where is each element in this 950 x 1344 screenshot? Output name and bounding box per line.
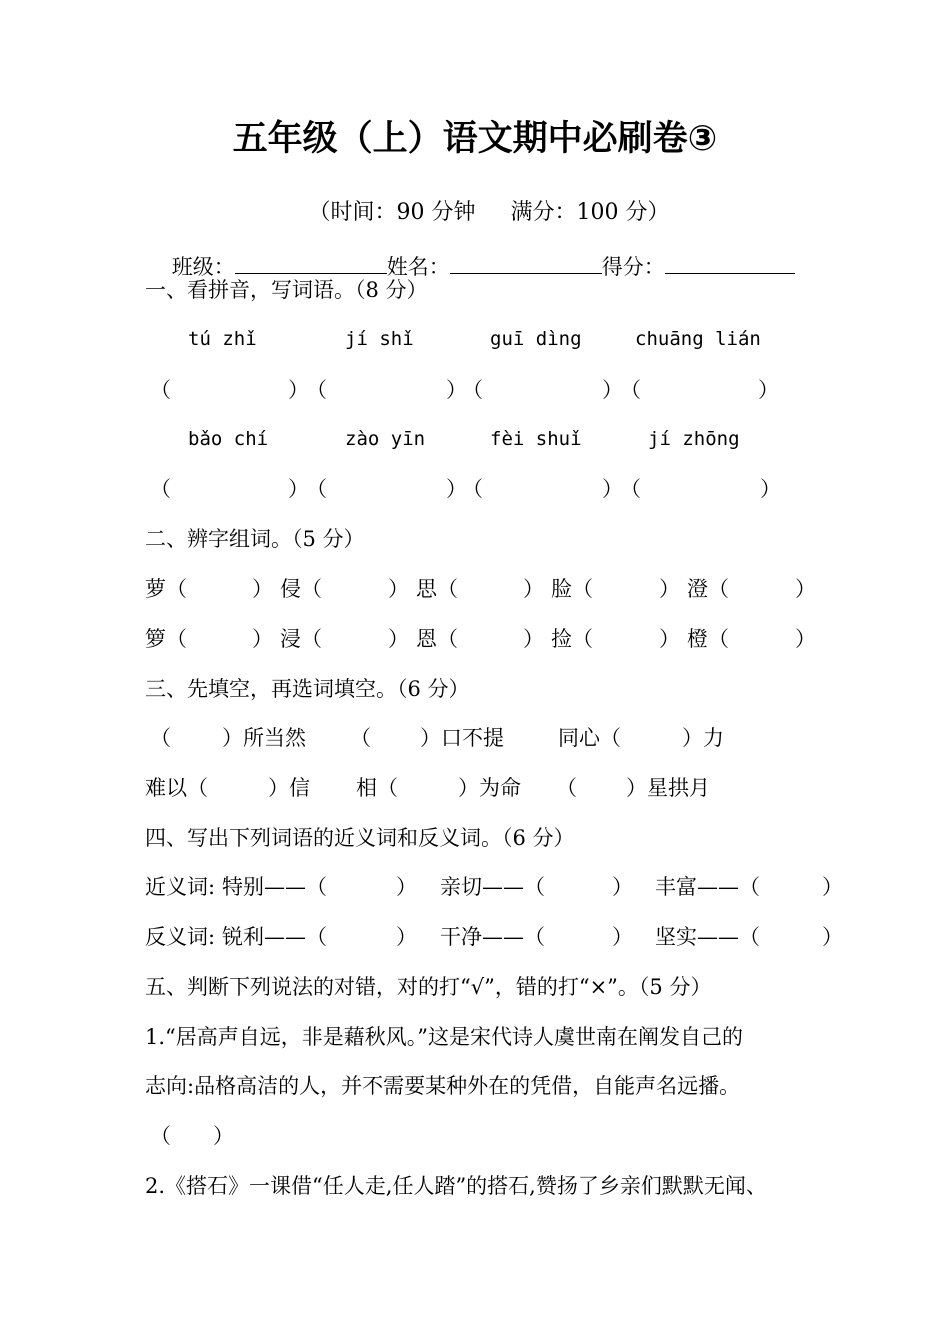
answer-paren-open: （ <box>437 577 458 601</box>
pinyin-item: bǎo chí <box>188 428 269 450</box>
answer-paren-close: ） <box>822 925 843 949</box>
answer-paren-open: （ <box>620 477 641 501</box>
answer-paren-close: ） <box>523 577 544 601</box>
synonym-word: 特别——（ <box>222 875 327 899</box>
answer-paren-close: ） <box>288 378 309 402</box>
question1-line1: 1.“居高声自远，非是藉秋风。”这是宋代诗人虞世南在阐发自己的 <box>145 1025 744 1049</box>
answer-paren-close: ） <box>252 577 273 601</box>
char-item: 橙 <box>687 627 708 651</box>
answer-paren-close: ） <box>758 378 779 402</box>
answer-paren-close: ） <box>795 577 816 601</box>
idiom-part: 难以（ <box>145 776 208 800</box>
idiom-part: 相（ <box>356 776 398 800</box>
idiom-part: ）为命 <box>458 776 521 800</box>
answer-paren-open: （ <box>166 627 187 651</box>
answer-paren-close: ） <box>760 477 781 501</box>
idiom-part: ）星拱月 <box>626 776 710 800</box>
idiom-part: 同心（ <box>558 726 621 750</box>
section4-heading: 四、写出下列词语的近义词和反义词。（6 分） <box>145 826 575 850</box>
idiom-part: ）所当然 <box>222 726 306 750</box>
antonym-label: 反义词: <box>145 925 216 949</box>
synonym-word: 亲切——（ <box>440 875 545 899</box>
pinyin-item: fèi shuǐ <box>490 428 582 450</box>
answer-paren-close: ） <box>795 627 816 651</box>
char-item: 浸 <box>280 627 301 651</box>
class-label: 班级： <box>171 255 235 279</box>
answer-paren-close: ） <box>659 627 680 651</box>
synonym-label: 近义词: <box>145 875 216 899</box>
char-item: 恩 <box>416 627 437 651</box>
section1-heading: 一、看拼音，写词语。（8 分） <box>145 278 428 302</box>
idiom-part: （ <box>556 776 577 800</box>
answer-paren-close: ） <box>396 875 417 899</box>
idiom-part: （ <box>350 726 371 750</box>
answer-paren-open: （ <box>462 477 483 501</box>
score-label: 得分： <box>601 255 665 279</box>
answer-paren-close: ） <box>612 925 633 949</box>
pinyin-item: chuāng lián <box>635 328 761 350</box>
answer-paren-close: ） <box>602 477 623 501</box>
idiom-part: ）信 <box>268 776 310 800</box>
answer-paren-open: （ <box>708 577 729 601</box>
pinyin-item: guī dìng <box>490 328 582 350</box>
answer-paren-open: （ <box>437 627 458 651</box>
answer-paren-close: ） <box>288 477 309 501</box>
antonym-word: 干净——（ <box>440 925 545 949</box>
section5-heading: 五、判断下列说法的对错，对的打“√”，错的打“×”。（5 分） <box>145 975 712 999</box>
answer-paren-close: ） <box>602 378 623 402</box>
name-label: 姓名： <box>386 255 450 279</box>
answer-paren-open: （ <box>708 627 729 651</box>
answer-paren-open: （ <box>572 627 593 651</box>
char-item: 侵 <box>280 577 301 601</box>
answer-paren-close: ） <box>446 477 467 501</box>
answer-paren-open: （ <box>306 378 327 402</box>
char-item: 萝 <box>145 577 166 601</box>
answer-paren-open: （ <box>301 627 322 651</box>
antonym-word: 坚实——（ <box>655 925 760 949</box>
answer-paren-open: （ <box>301 577 322 601</box>
full-score: 满分：100 分） <box>510 200 670 225</box>
antonym-word: 锐利——（ <box>222 925 327 949</box>
answer-paren-open: （ <box>306 477 327 501</box>
synonym-word: 丰富——（ <box>655 875 760 899</box>
answer-paren-open: （ <box>150 378 171 402</box>
idiom-part: ）力 <box>682 726 724 750</box>
answer-paren-close: ） <box>612 875 633 899</box>
pinyin-item: jí zhōng <box>648 428 740 450</box>
question2-line1: 2.《搭石》一课借“任人走,任人踏”的搭石,赞扬了乡亲们默默无闻、 <box>145 1174 767 1198</box>
section3-heading: 三、先填空，再选词填空。（6 分） <box>145 677 470 701</box>
question1-line2: 志向:品格高洁的人，并不需要某种外在的凭借，自能声名远播。 <box>145 1074 741 1098</box>
answer-paren-open: （ <box>462 378 483 402</box>
answer-paren-open: （ <box>150 477 171 501</box>
pinyin-item: zào yīn <box>345 428 426 450</box>
char-item: 思 <box>416 577 437 601</box>
answer-paren-open: （ <box>166 577 187 601</box>
score-blank[interactable] <box>665 251 795 274</box>
pinyin-item: jí shǐ <box>345 328 414 350</box>
answer-paren-close: ） <box>446 378 467 402</box>
char-item: 箩 <box>145 627 166 651</box>
char-item: 脸 <box>551 577 572 601</box>
question1-answer[interactable]: （ ） <box>150 1124 234 1148</box>
answer-paren-close: ） <box>822 875 843 899</box>
time-limit: （时间：90 分钟 <box>308 200 476 225</box>
class-blank[interactable] <box>235 251 387 274</box>
section2-heading: 二、辨字组词。（5 分） <box>145 527 365 551</box>
char-item: 捡 <box>551 627 572 651</box>
answer-paren-close: ） <box>388 577 409 601</box>
idiom-part: （ <box>150 726 171 750</box>
idiom-part: ）口不提 <box>420 726 504 750</box>
answer-paren-close: ） <box>252 627 273 651</box>
answer-paren-close: ） <box>659 577 680 601</box>
answer-paren-open: （ <box>620 378 641 402</box>
exam-title: 五年级（上）语文期中必刷卷③ <box>232 119 718 159</box>
answer-paren-close: ） <box>396 925 417 949</box>
answer-paren-close: ） <box>523 627 544 651</box>
answer-paren-open: （ <box>572 577 593 601</box>
name-blank[interactable] <box>450 251 602 274</box>
char-item: 澄 <box>687 577 708 601</box>
pinyin-item: tú zhǐ <box>188 328 257 350</box>
answer-paren-close: ） <box>388 627 409 651</box>
